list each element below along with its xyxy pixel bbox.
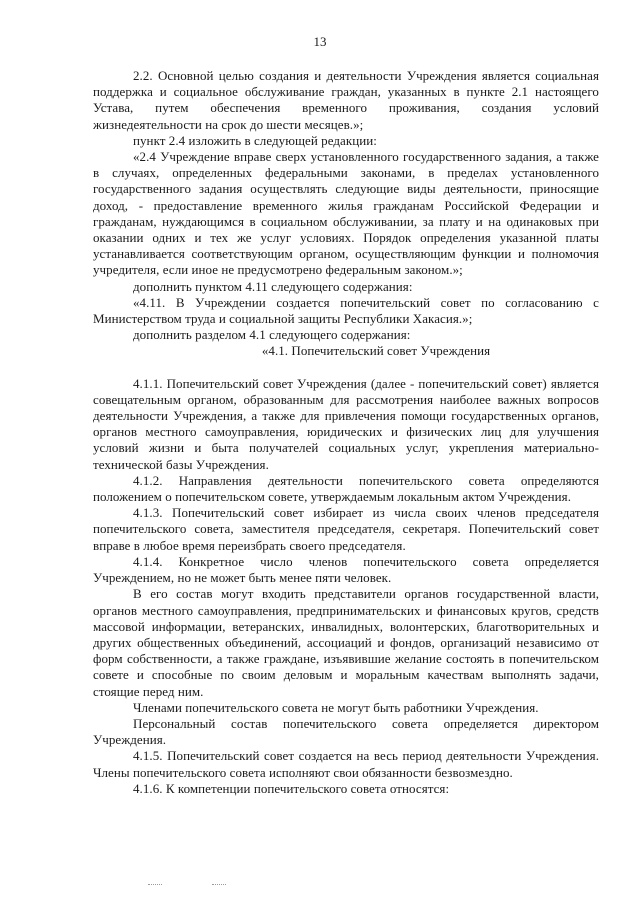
section-heading-4-1: «4.1. Попечительский совет Учреждения bbox=[261, 343, 491, 359]
paragraph-4-11: «4.11. В Учреждении создается попечительский совет по согласованию с Министерством труда и социальной защиты Республики Хакасия.»; bbox=[93, 294, 599, 327]
paragraph-4-1-2: 4.1.2. Направления деятельности попечительского совета определяются положением о попечительском совете, утверждаемым локальным актом Учреждения. bbox=[93, 472, 599, 505]
paragraph-2-4: «2.4 Учреждение вправе сверх установленного государственного задания, а также в случаях, определенных федеральными законами, в пределах установленного государственного задания осуществлять следующие виды деятельности, приносящие доход, - предоставление временного жилья гражданам Российской Федерации и гражданам, нуждающимся в социальном обслуживании, за плату и на одинаковых при оказании одних и тех же услуг условиях. Порядок определения указанной платы устанавливается соответствующим органом, осуществляющим функции и полномочия учредителя, если иное не предусмотрено федеральным законом.»; bbox=[93, 149, 599, 278]
paragraph-amend-2-4: пункт 2.4 изложить в следующей редакции: bbox=[133, 132, 377, 148]
paragraph-members-restriction: Членами попечительского совета не могут быть работники Учреждения. bbox=[133, 699, 539, 715]
paragraph-4-1-3: 4.1.3. Попечительский совет избирает из числа своих членов председателя попечительского совета, заместителя председателя, секретаря. Попечительский совет вправе в любое время переизбрать своего председателя. bbox=[93, 505, 599, 553]
paragraph-4-1-5: 4.1.5. Попечительский совет создается на весь период деятельности Учреждения. Члены попечительского совета исполняют свои обязанности безвозмездно. bbox=[93, 748, 599, 780]
paragraph-composition: В его состав могут входить представители органов государственной власти, органов местного самоуправления, предпринимательских и финансовых кругов, средств массовой информации, ветеранских, инвалидных, волонтерских, благотворительных и других общественных объединений, ассоциаций и фондов, организаций независимо от форм собственности, а также граждане, изъявившие желание состоять в попечительском совете и способные по своим деловым и моральным качествам выполнять задачи, стоящие перед ним. bbox=[93, 586, 599, 699]
page-number: 13 bbox=[313, 34, 327, 49]
paragraph-add-4-11: дополнить пунктом 4.11 следующего содержания: bbox=[133, 278, 413, 294]
paragraph-2-2: 2.2. Основной целью создания и деятельности Учреждения является социальная поддержка и социальное обслуживание граждан, указанных в пункте 2.1 настоящего Устава, путем обеспечения временного проживания, создания условий жизнедеятельности на срок до шести месяцев.»; bbox=[93, 68, 599, 132]
scan-artifact-mark bbox=[212, 884, 226, 885]
paragraph-personal-composition: Персональный состав попечительского совета определяется директором Учреждения. bbox=[93, 715, 599, 748]
paragraph-4-1-1: 4.1.1. Попечительский совет Учреждения (далее - попечительский совет) является совещательным органом, образованным для рассмотрения наиболее важных вопросов деятельности Учреждения, а также для привлечения помощи государственных органов, органов местного самоуправления, юридических и физических лиц для улучшения условий жизни и быта получателей социальных услуг, укрепления материально-технической базы Учреждения. bbox=[93, 375, 599, 472]
paragraph-4-1-4: 4.1.4. Конкретное число членов попечительского совета определяется Учреждением, но не может быть менее пяти человек. bbox=[93, 553, 599, 586]
scan-artifact-mark bbox=[148, 884, 162, 885]
document-body bbox=[93, 68, 599, 797]
paragraph-4-1-6: 4.1.6. К компетенции попечительского совета относятся: bbox=[133, 780, 450, 796]
paragraph-add-section-4-1: дополнить разделом 4.1 следующего содержания: bbox=[133, 327, 411, 343]
